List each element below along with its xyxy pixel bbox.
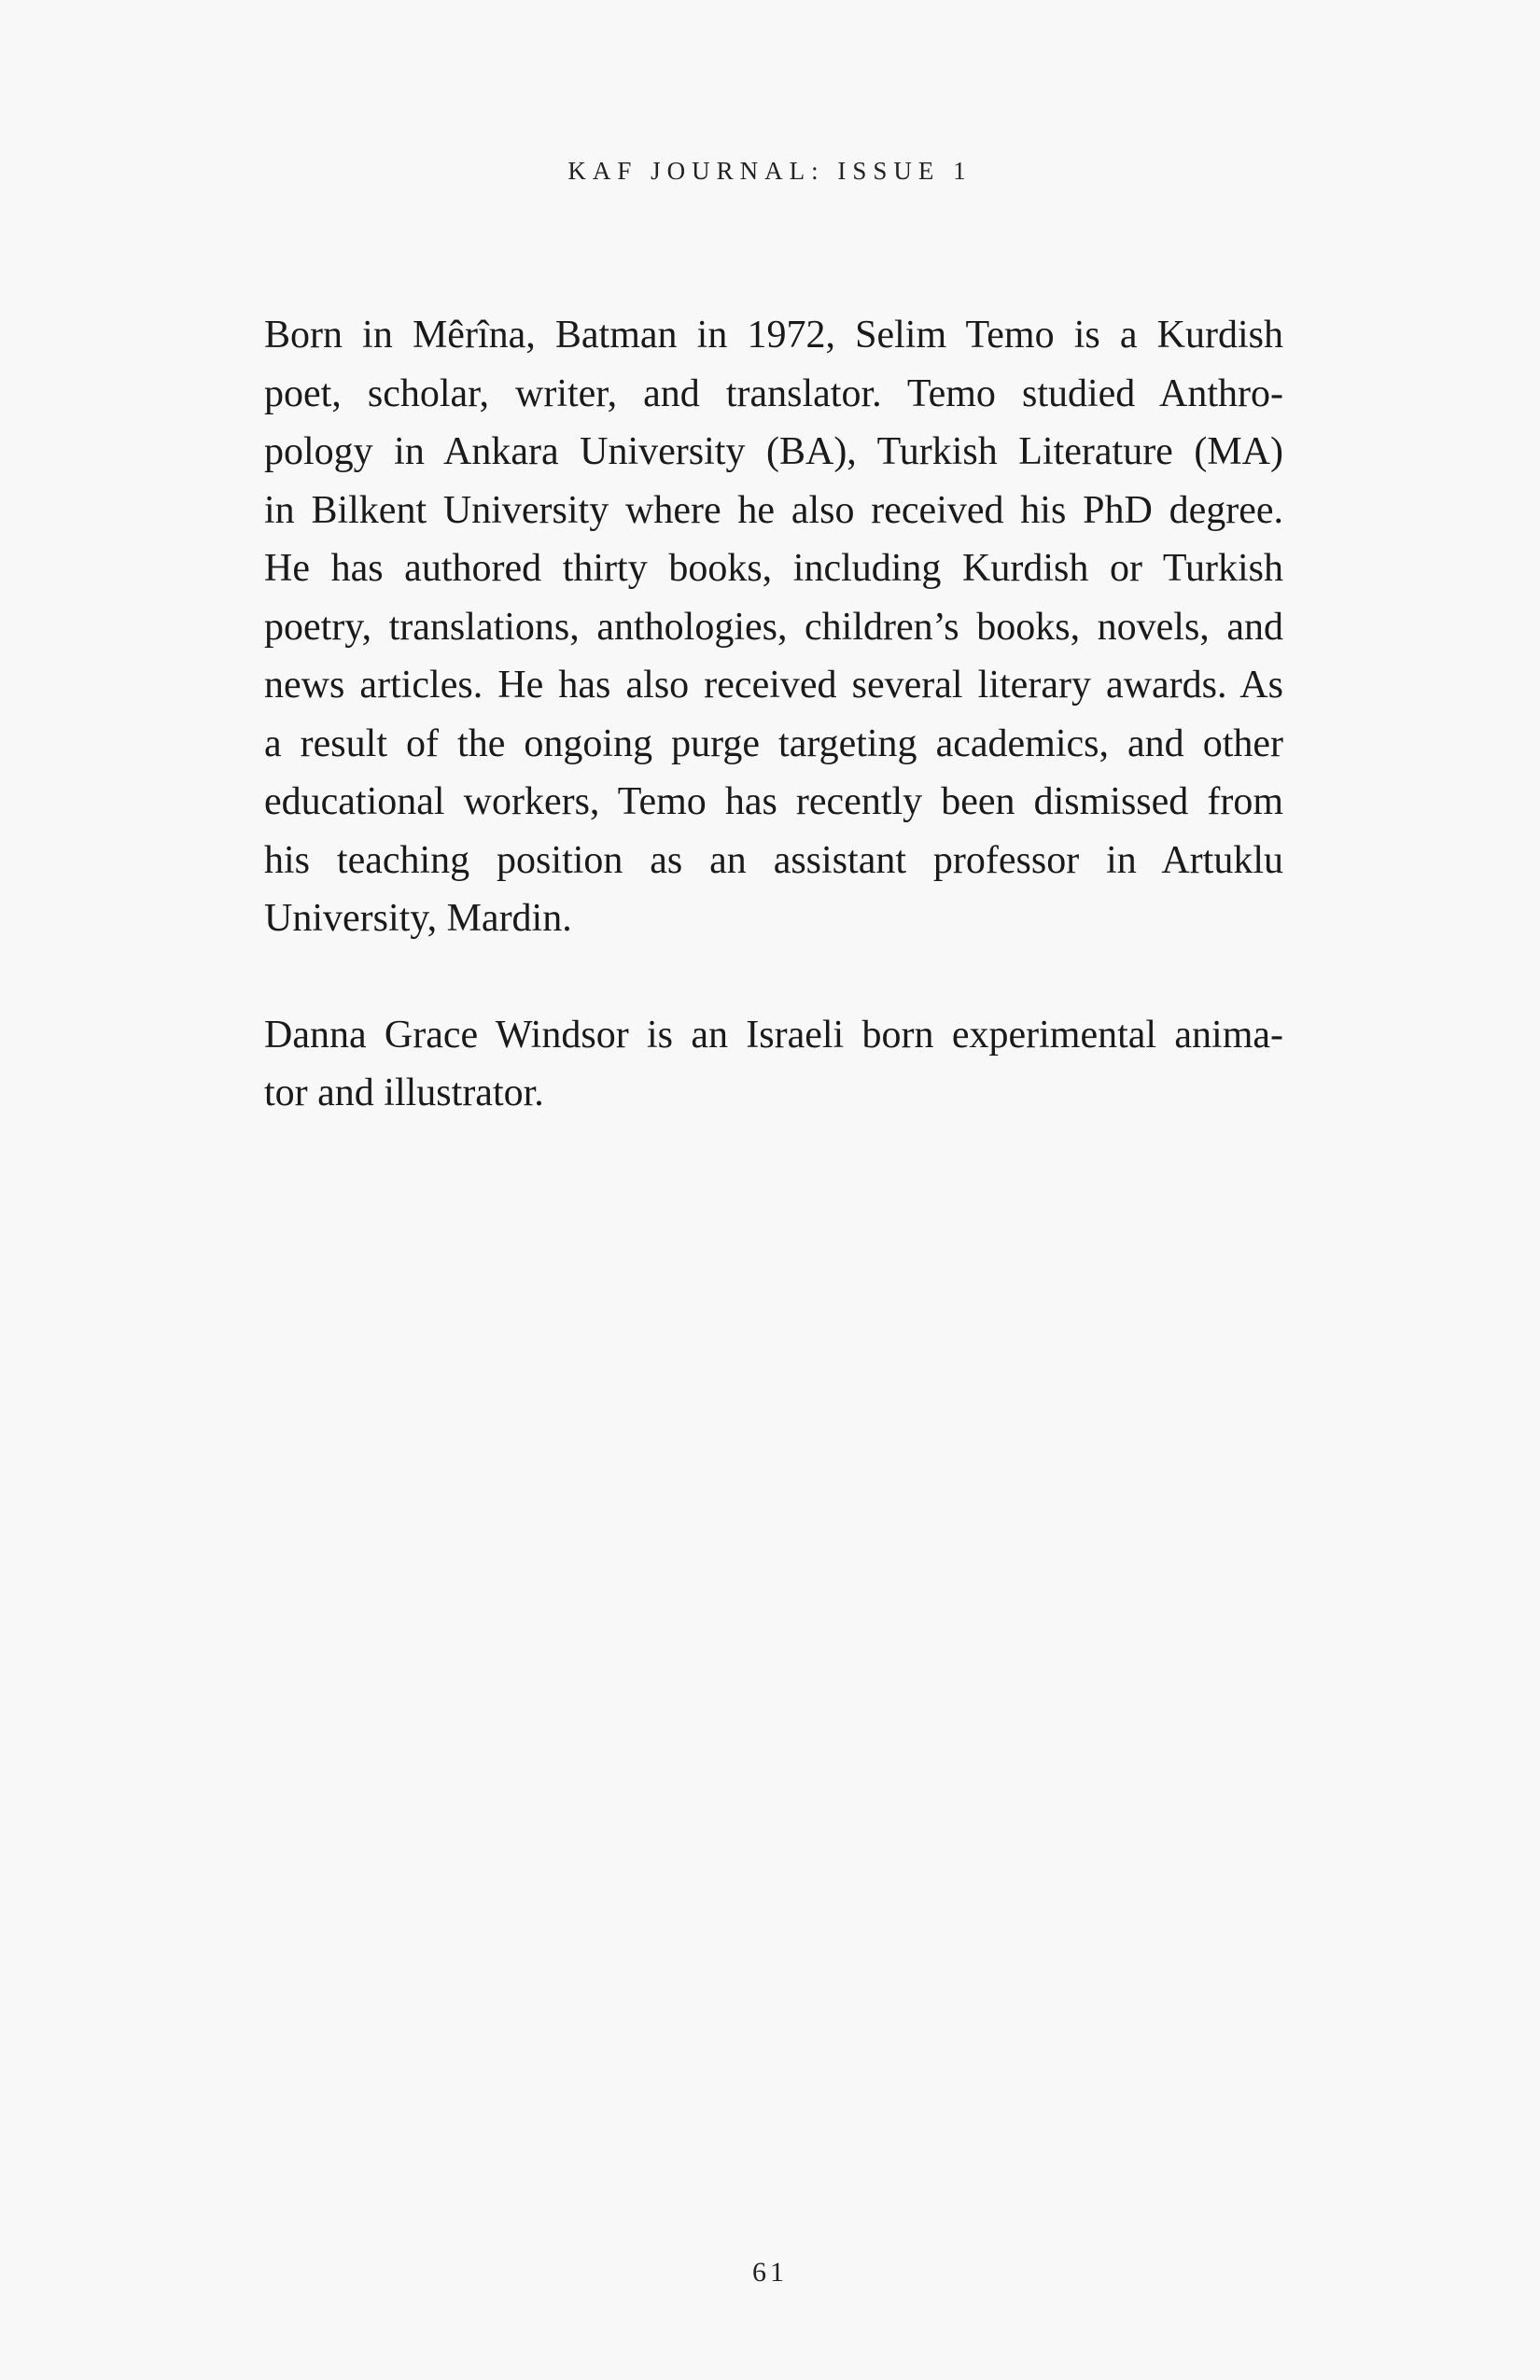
text-line: Danna Grace Windsor is an Israeli born experimental anima-: [264, 1013, 1283, 1057]
text-line: his teaching position as an assistant professor in Artuklu: [264, 838, 1283, 882]
text-line: educational workers, Temo has recently been dismissed from: [264, 780, 1283, 823]
running-head: [0, 157, 1540, 186]
bio-paragraph-selim-temo: [264, 306, 1283, 948]
text-line: pology in Ankara University (BA), Turkish Literature (MA): [264, 430, 1283, 473]
text-line: tor and illustrator.: [264, 1071, 544, 1114]
text-line: news articles. He has also received several literary awards. As: [264, 664, 1283, 707]
text-line: poetry, translations, anthologies, children’s books, novels, and: [264, 605, 1283, 649]
text-line: a result of the ongoing purge targeting academics, and other: [264, 721, 1283, 765]
body-text: [264, 306, 1283, 1123]
text-line: Born in Mêrîna, Batman in 1972, Selim Temo is a Kurdish: [264, 314, 1283, 357]
text-line: poet, scholar, writer, and translator. Temo studied Anthro-: [264, 371, 1283, 415]
text-line: University, Mardin.: [264, 897, 572, 940]
page-number: 61: [752, 2257, 788, 2288]
text-line: in Bilkent University where he also received his PhD degree.: [264, 488, 1283, 532]
bio-paragraph-danna-grace-windsor: [264, 1006, 1283, 1123]
running-head-text: KAF JOURNAL: ISSUE 1: [567, 157, 973, 185]
text-line: He has authored thirty books, including Kurdish or Turkish: [264, 547, 1283, 590]
